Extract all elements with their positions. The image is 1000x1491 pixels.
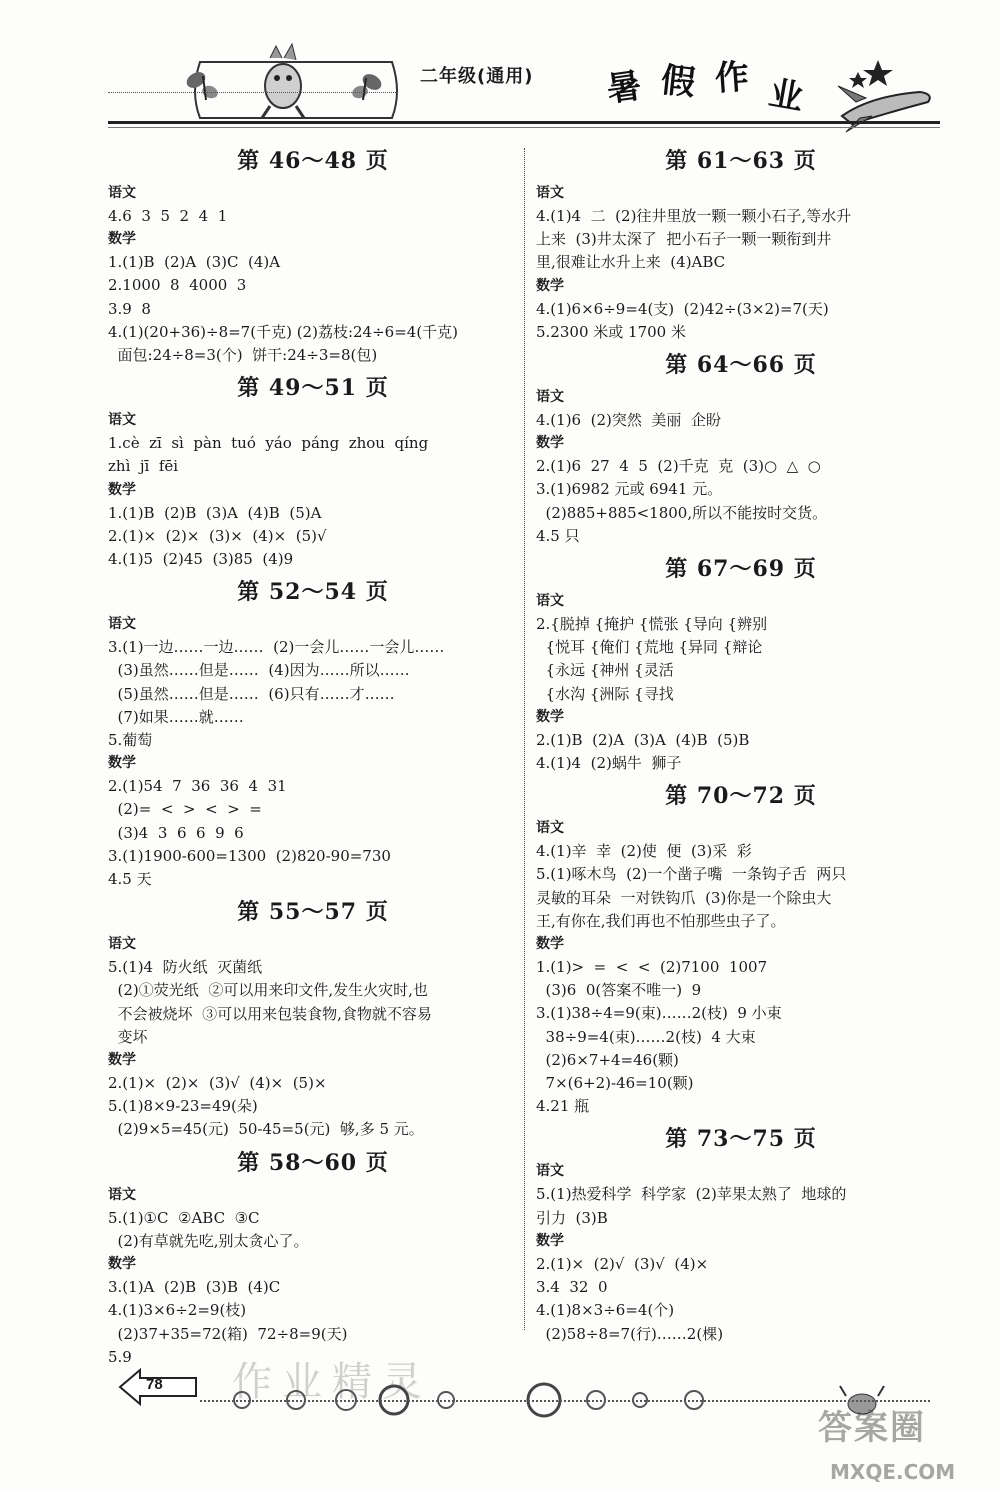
answer-line: (2)37+35=72(箱) 72÷8=9(天) xyxy=(108,1324,348,1343)
answer-line: 变坏 xyxy=(108,1027,148,1046)
page-header xyxy=(0,0,1000,140)
answer-line: 4.(1)3×6÷2=9(枝) xyxy=(108,1301,247,1320)
series-title xyxy=(600,56,810,120)
answer-line: 4.(1)6×6÷9=4(支) (2)42÷(3×2)=7(天) xyxy=(536,299,829,318)
page-number: 78 xyxy=(146,1376,163,1393)
subject-label: 数学 xyxy=(536,435,564,452)
subject-label: 数学 xyxy=(536,936,564,953)
subject-label: 数学 xyxy=(108,755,136,772)
subject-label: 语文 xyxy=(108,1186,136,1203)
section-title: 第 55～57 页 xyxy=(237,899,389,926)
answer-line: 4.5 只 xyxy=(536,526,580,545)
header-rule xyxy=(108,121,940,124)
answer-line: 2.(1)× (2)× (3)× (4)× (5)√ xyxy=(108,526,327,545)
answer-line: {水沟 {洲际 {寻找 xyxy=(536,684,674,703)
series-title-char: 假 xyxy=(659,60,697,104)
answer-line: 引力 (3)B xyxy=(536,1208,608,1227)
answer-line: 3.4 32 0 xyxy=(536,1278,608,1297)
section-title: 第 67～69 页 xyxy=(665,556,817,583)
subject-label: 语文 xyxy=(108,412,136,429)
answer-line: {悦耳 {俺们 {荒地 {异同 {辩论 xyxy=(536,638,763,657)
section-title: 第 70～72 页 xyxy=(665,783,817,810)
subject-label: 语文 xyxy=(108,616,136,633)
answer-line: 3.(1)1900-600=1300 (2)820-90=730 xyxy=(108,846,391,865)
subject-label: 数学 xyxy=(536,708,564,725)
subject-label: 数学 xyxy=(536,1232,564,1249)
subject-label: 数学 xyxy=(108,1052,136,1069)
left-column xyxy=(108,140,518,1369)
answer-line: 1.(1)B (2)B (3)A (4)B (5)A xyxy=(108,503,322,522)
answer-line: 5.葡萄 xyxy=(108,731,153,750)
answer-line: 4.6 3 5 2 4 1 xyxy=(108,207,228,225)
answer-line: (2)58÷8=7(行)……2(棵) xyxy=(536,1324,724,1343)
answer-line: 灵敏的耳朵 一对铁钩爪 (3)你是一个除虫大 xyxy=(536,888,832,907)
answer-line: (5)虽然……但是…… (6)只有……才…… xyxy=(108,684,395,703)
answer-line: (2)= < > < > = xyxy=(108,800,262,819)
answer-line: 上来 (3)井太深了 把小石子一颗一颗衔到井 xyxy=(536,230,832,249)
subject-label: 数学 xyxy=(536,277,564,294)
header-rule-thin xyxy=(108,127,940,128)
answer-line: 5.(1)热爱科学 科学家 (2)苹果太熟了 地球的 xyxy=(536,1185,847,1204)
right-column xyxy=(536,140,946,1346)
butterfly-right-icon xyxy=(350,71,384,100)
section-title: 第 73～75 页 xyxy=(665,1126,817,1153)
answer-line: 4.21 瓶 xyxy=(536,1097,590,1116)
answer-line: (2)有草就先吃,别太贪心了。 xyxy=(108,1231,309,1250)
answer-line: 4.(1)辛 幸 (2)使 便 (3)采 彩 xyxy=(536,842,752,861)
answer-line: 4.(1)8×3÷6=4(个) xyxy=(536,1301,675,1320)
answer-line: 面包:24÷8=3(个) 饼干:24÷3=8(包) xyxy=(108,346,378,365)
answer-line: 不会被烧坏 ③可以用来包装食物,食物就不容易 xyxy=(108,1004,432,1023)
stamp-text: 作业精灵 xyxy=(232,1359,432,1405)
answer-line: {永远 {神州 {灵活 xyxy=(536,661,674,680)
answer-line: 4.(1)4 (2)蜗牛 狮子 xyxy=(536,754,682,773)
answer-line: 4.(1)4 二 (2)往井里放一颗一颗小石子,等水升 xyxy=(536,207,852,225)
answer-line: 4.(1)5 (2)45 (3)85 (4)9 xyxy=(108,550,294,569)
answer-line: 3.(1)A (2)B (3)B (4)C xyxy=(108,1278,281,1297)
answer-line: (3)4 3 6 6 9 6 xyxy=(108,823,244,842)
answer-line: 3.(1)一边……一边…… (2)一会儿……一会儿…… xyxy=(108,638,445,657)
answer-line: 5.2300 米或 1700 米 xyxy=(536,322,686,341)
answer-line: (2)①荧光纸 ②可以用来印文件,发生火灾时,也 xyxy=(108,981,428,1000)
answer-line: 38÷9=4(束)……2(枝) 4 大束 xyxy=(536,1027,756,1046)
subject-label: 语文 xyxy=(536,185,564,201)
subject-label: 语文 xyxy=(536,820,564,837)
answer-line: 5.(1)8×9-23=49(朵) xyxy=(108,1097,258,1116)
answer-line: (2)9×5=45(元) 50-45=5(元) 够,多 5 元。 xyxy=(108,1120,424,1139)
answer-line: 里,很难让水升上来 (4)ABC xyxy=(536,253,726,272)
section-title: 第 64～66 页 xyxy=(665,352,817,379)
subject-label: 数学 xyxy=(108,231,136,248)
answer-line: 3.(1)6982 元或 6941 元。 xyxy=(536,480,723,499)
page-footer xyxy=(0,1340,1000,1491)
column-divider xyxy=(524,148,526,1330)
subject-label: 语文 xyxy=(108,185,136,201)
answer-line: 3.9 8 xyxy=(108,299,151,318)
answer-line: 2.(1)× (2)× (3)√ (4)× (5)× xyxy=(108,1074,327,1093)
subject-label: 数学 xyxy=(108,1256,136,1273)
subject-label: 语文 xyxy=(536,593,564,610)
answer-line: 2.{脱掉 {掩护 {慌张 {导向 {辨别 xyxy=(536,615,768,634)
answer-line: 5.9 xyxy=(108,1347,132,1366)
answer-line: 2.1000 8 4000 3 xyxy=(108,276,247,295)
subject-label: 语文 xyxy=(536,389,564,406)
answer-line: 7×(6+2)-46=10(颗) xyxy=(536,1074,694,1093)
answer-line: 1.cè zī sì pàn tuó yáo páng zhou qíng xyxy=(108,434,429,453)
dragon-mascot-icon xyxy=(262,44,304,118)
answer-line: (7)如果……就…… xyxy=(108,707,244,726)
answer-line: 5.(1)①C ②ABC ③C xyxy=(108,1208,260,1227)
answer-line: 4.(1)(20+36)÷8=7(千克) (2)荔枝:24÷6=4(千克) xyxy=(108,322,459,341)
answer-line: 2.(1)× (2)√ (3)√ (4)× xyxy=(536,1254,709,1273)
subject-label: 语文 xyxy=(536,1163,564,1180)
answer-line: (2)6×7+4=46(颗) xyxy=(536,1050,679,1069)
series-title-char: 业 xyxy=(765,73,807,119)
answer-line: zhì jī fēi xyxy=(108,457,179,476)
answer-line: 5.(1)4 防火纸 灭菌纸 xyxy=(108,958,263,977)
subject-label: 数学 xyxy=(108,481,136,498)
watermark: 答案圈 xyxy=(818,1408,926,1448)
section-title: 第 58～60 页 xyxy=(237,1149,389,1176)
answer-line: (2)885+885<1800,所以不能按时交货。 xyxy=(536,503,828,522)
section-title: 第 61～63 页 xyxy=(665,148,817,174)
answer-line: (3)6 0(答案不唯一) 9 xyxy=(536,981,702,1000)
section-title: 第 49～51 页 xyxy=(237,375,389,402)
section-title: 第 46～48 页 xyxy=(237,148,389,174)
answer-line: 4.5 天 xyxy=(108,870,152,889)
answer-line: 2.(1)54 7 36 36 4 31 xyxy=(108,777,287,796)
answer-line: 1.(1)> = < < (2)7100 1007 xyxy=(536,958,768,977)
subject-label: 语文 xyxy=(108,936,136,953)
answer-line: (3)虽然……但是…… (4)因为……所以…… xyxy=(108,661,410,680)
header-dotted-line xyxy=(108,92,398,94)
answer-line: 王,有你在,我们再也不怕那些虫子了。 xyxy=(536,911,786,930)
answer-line: 2.(1)B (2)A (3)A (4)B (5)B xyxy=(536,730,750,749)
answer-line: 3.(1)38÷4=9(束)……2(枝) 9 小束 xyxy=(536,1004,782,1023)
answer-line: 2.(1)6 27 4 5 (2)千克 克 (3)○ △ ○ xyxy=(536,457,821,476)
series-title-char: 暑 xyxy=(604,65,644,111)
grade-label: 二年级(通用) xyxy=(420,66,534,87)
answer-line: 4.(1)6 (2)突然 美丽 企盼 xyxy=(536,411,721,430)
watermark-url: MXQE.COM xyxy=(830,1460,956,1484)
butterfly-left-icon xyxy=(184,69,220,100)
section-title: 第 52～54 页 xyxy=(237,579,389,606)
answer-line: 1.(1)B (2)A (3)C (4)A xyxy=(108,253,281,272)
answer-line: 5.(1)啄木鸟 (2)一个凿子嘴 一条钩子舌 两只 xyxy=(536,865,847,884)
series-title-char: 作 xyxy=(713,56,751,100)
